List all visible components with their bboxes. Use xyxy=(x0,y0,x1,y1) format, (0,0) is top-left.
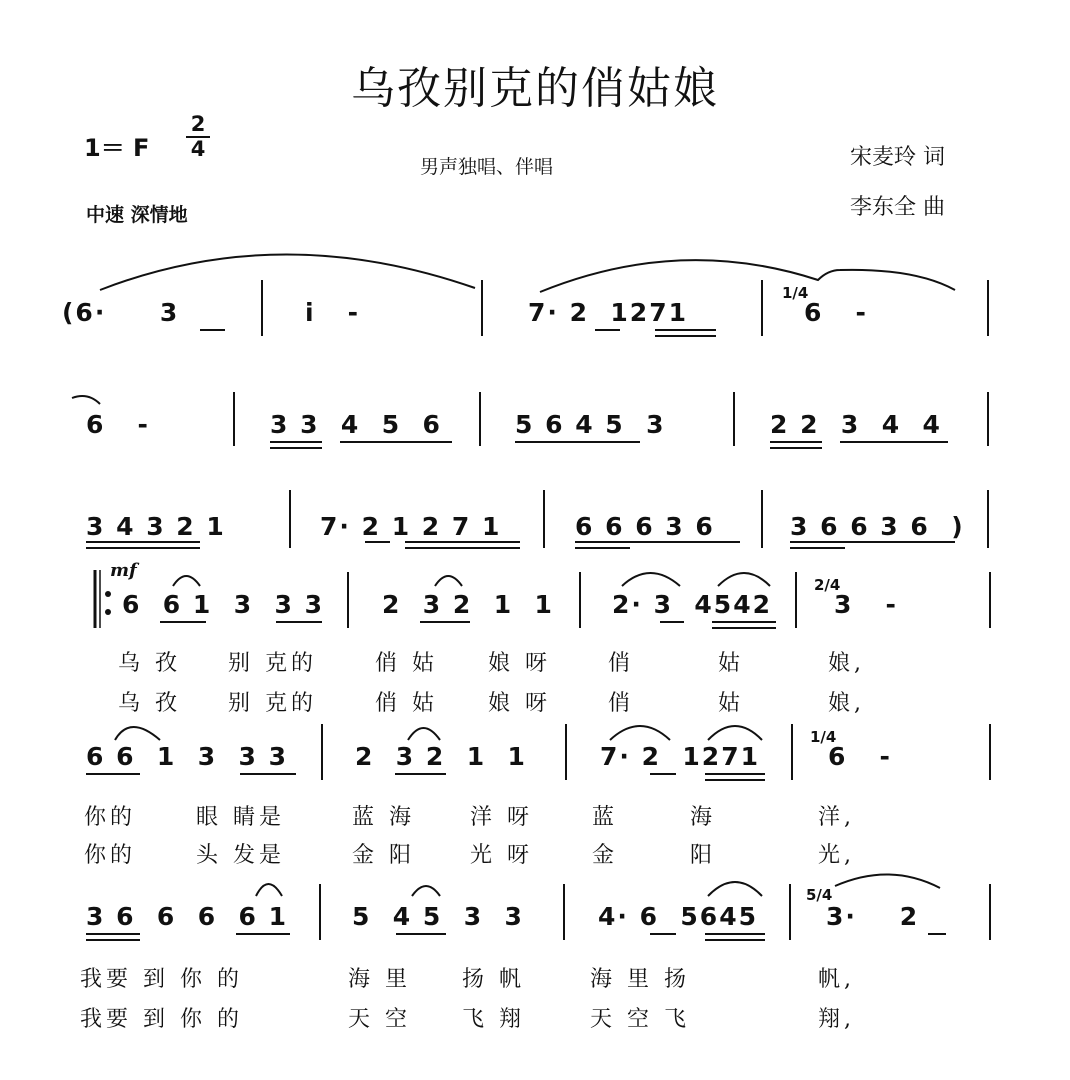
row5-meter-change: 1/4 xyxy=(810,728,837,746)
key-signature: 1＝ F xyxy=(84,134,150,162)
row5-measure2: 2 3 2 1 1 xyxy=(355,742,527,771)
row4-verse1-lyric5: 俏 xyxy=(608,651,635,676)
row1-measure4: 6 - xyxy=(804,298,868,327)
slur xyxy=(610,726,670,740)
row3-measure2: 7· 2 1 2 7 1 xyxy=(320,512,502,541)
row4-verse2-lyric4: 娘 呀 xyxy=(488,691,551,716)
row4-verse2-lyric2: 别 克的 xyxy=(228,691,317,716)
row6-verse2-lyric2: 天 空 xyxy=(348,1007,411,1032)
slur xyxy=(256,884,282,896)
slur xyxy=(708,726,762,740)
slur xyxy=(540,260,955,292)
row4-verse1-lyric4: 娘 呀 xyxy=(488,651,551,676)
row6-verse2-lyric4: 天 空 飞 xyxy=(590,1007,690,1032)
row6-verse1-lyric3: 扬 帆 xyxy=(462,967,525,992)
row6-verse2-lyric1: 我要 到 你 的 xyxy=(80,1007,243,1032)
row4-verse2-lyric5: 俏 xyxy=(608,691,635,716)
row1-measure2: i - xyxy=(305,298,361,327)
slur xyxy=(412,886,440,896)
repeat-dot xyxy=(105,609,111,615)
row6-verse2-lyric3: 飞 翔 xyxy=(462,1007,525,1032)
time-signature-top: 2 xyxy=(190,112,206,136)
row5-verse2-lyric4: 光 呀 xyxy=(470,843,533,868)
row1-meter-change: 1/4 xyxy=(782,284,809,302)
performance-subtitle: 男声独唱、伴唱 xyxy=(420,156,554,178)
row5-verse1-lyric7: 洋, xyxy=(818,805,855,830)
repeat-dot xyxy=(105,591,111,597)
row5-verse1-lyric4: 洋 呀 xyxy=(470,805,533,830)
slur xyxy=(72,396,100,404)
row2-measure3: 5 6 4 5 3 xyxy=(515,410,666,439)
row5-measure3: 7· 2 1271 xyxy=(600,742,760,771)
slur xyxy=(115,727,160,740)
time-signature-bottom: 4 xyxy=(190,137,206,161)
row4-verse2-lyric1: 乌 孜 xyxy=(118,691,181,716)
row2-measure2: 3 3 4 5 6 xyxy=(270,410,442,439)
lyricist-credit: 宋麦玲 词 xyxy=(850,145,945,170)
row6-measure2: 5 4 5 3 3 xyxy=(352,902,524,931)
row4-verse2-lyric3: 俏 姑 xyxy=(375,691,438,716)
row6-verse1-lyric5: 帆, xyxy=(818,967,855,992)
row6-verse2-lyric5: 翔, xyxy=(818,1007,855,1032)
row4-measure4: 3 - xyxy=(834,590,898,619)
row5-verse2-lyric7: 光, xyxy=(818,843,855,868)
slur xyxy=(835,874,940,888)
dynamic-marking: mf xyxy=(110,560,137,581)
row4-verse2-lyric7: 娘, xyxy=(828,691,865,716)
row3-measure1: 3 4 3 2 1 xyxy=(86,512,226,541)
row6-verse1-lyric2: 海 里 xyxy=(348,967,411,992)
row6-measure4: 3· 2 xyxy=(826,902,920,931)
row4-measure3: 2· 3 4542 xyxy=(612,590,772,619)
composer-credit: 李东全 曲 xyxy=(850,195,945,220)
row2-measure4: 2 2 3 4 4 xyxy=(770,410,942,439)
row3-measure3: 6 6 6 3 6 xyxy=(575,512,715,541)
row5-measure4: 6 - xyxy=(828,742,892,771)
row5-measure1: 6 6 1 3 3 3 xyxy=(86,742,288,771)
slur xyxy=(100,254,475,290)
slur xyxy=(173,576,200,586)
row5-verse1-lyric1: 你的 xyxy=(84,805,137,830)
row3-measure4: 3 6 6 3 6 ) xyxy=(790,512,965,541)
slur xyxy=(718,573,770,586)
slur xyxy=(708,882,762,896)
row4-measure1: 6 6 1 3 3 3 xyxy=(122,590,324,619)
row4-verse1-lyric3: 俏 姑 xyxy=(375,651,438,676)
row4-verse1-lyric7: 娘, xyxy=(828,651,865,676)
slur xyxy=(435,576,462,586)
row5-verse2-lyric5: 金 xyxy=(592,843,619,868)
row5-verse1-lyric2: 眼 睛是 xyxy=(196,805,285,830)
row4-meter-change: 2/4 xyxy=(814,576,841,594)
row1-measure1: (6· 3 xyxy=(62,298,180,327)
row4-verse1-lyric6: 姑 xyxy=(718,651,745,676)
row4-measure2: 2 3 2 1 1 xyxy=(382,590,554,619)
row5-verse1-lyric5: 蓝 xyxy=(592,805,619,830)
row4-verse1-lyric1: 乌 孜 xyxy=(118,651,181,676)
row2-measure1: 6 - xyxy=(86,410,150,439)
row5-verse2-lyric1: 你的 xyxy=(84,843,137,868)
row5-verse1-lyric3: 蓝 海 xyxy=(352,805,415,830)
song-title: 乌孜别克的俏姑娘 xyxy=(351,63,719,114)
row6-measure1: 3 6 6 6 6 1 xyxy=(86,902,288,931)
tempo-marking: 中速 深情地 xyxy=(86,204,188,226)
row4-verse2-lyric6: 姑 xyxy=(718,691,745,716)
row5-verse1-lyric6: 海 xyxy=(690,805,717,830)
row5-verse2-lyric3: 金 阳 xyxy=(352,843,415,868)
row6-measure3: 4· 6 5645 xyxy=(598,902,758,931)
row6-verse1-lyric4: 海 里 扬 xyxy=(590,967,690,992)
slur xyxy=(408,728,440,740)
slur xyxy=(622,573,680,586)
row6-meter-change: 5/4 xyxy=(806,886,833,904)
row6-verse1-lyric1: 我要 到 你 的 xyxy=(80,967,243,992)
row5-verse2-lyric2: 头 发是 xyxy=(196,843,285,868)
row1-measure3: 7· 2 1271 xyxy=(528,298,688,327)
row4-verse1-lyric2: 别 克的 xyxy=(228,651,317,676)
row5-verse2-lyric6: 阳 xyxy=(690,843,717,868)
